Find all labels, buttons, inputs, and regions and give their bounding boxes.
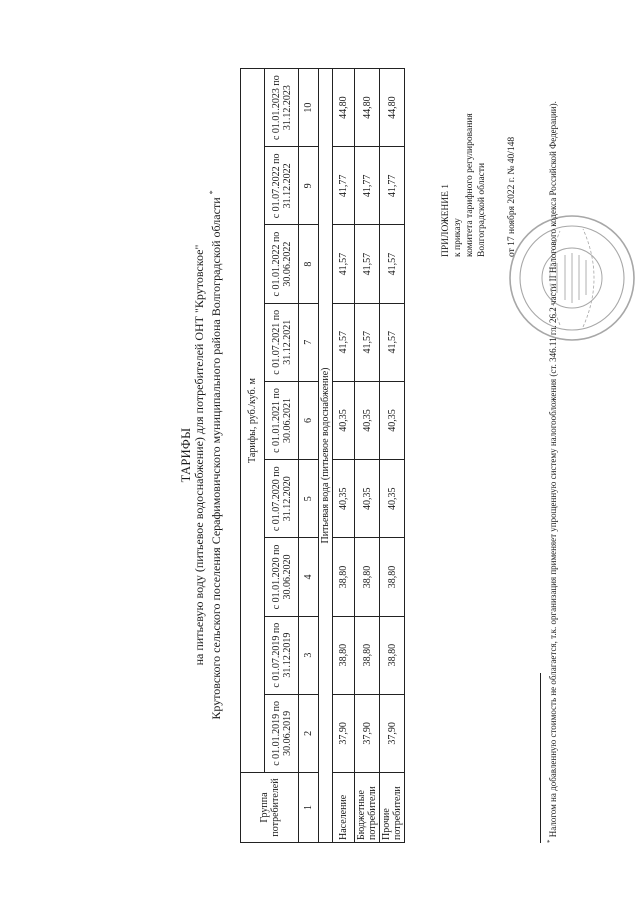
row-group-label: Прочие потребители	[380, 773, 405, 843]
header-period: с 01.01.2022 по 30.06.2022	[265, 225, 299, 303]
column-number: 2	[299, 694, 319, 772]
tariff-cell: 41,77	[380, 147, 405, 225]
appendix-title: ПРИЛОЖЕНИЕ 1	[441, 183, 451, 257]
row-group-label: Бюджетные потребители	[355, 773, 380, 843]
table-row	[380, 69, 405, 843]
header-tariffs-unit: Тарифы, руб./куб. м	[241, 69, 265, 773]
appendix-committee: комитета тарифного регулирования	[465, 113, 475, 257]
section-label: Питьевая вода (питьевое водоснабжение)	[319, 69, 333, 843]
document-subtitle-region: Крутовского сельского поселения Серафимовичского муниципального района Волгоградской области *	[208, 190, 223, 720]
header-period: с 01.01.2021 по 30.06.2021	[265, 381, 299, 459]
header-period: с 01.07.2019 по 31.12.2019	[265, 616, 299, 694]
tariff-cell: 40,35	[355, 460, 380, 538]
tariff-cell: 37,90	[355, 694, 380, 772]
header-period: с 01.07.2020 по 31.12.2020	[265, 460, 299, 538]
column-numbers-row	[299, 69, 319, 843]
tariff-cell: 41,57	[380, 303, 405, 381]
tariff-cell: 44,80	[333, 69, 355, 147]
header-period: с 01.07.2021 по 31.12.2021	[265, 303, 299, 381]
column-number: 7	[299, 303, 319, 381]
document-subtitle: на питьевую воду (питьевое водоснабжение) для потребителей ОНТ "Крутовское"	[192, 244, 206, 666]
appendix-order-ref: к приказу	[453, 218, 463, 257]
tariff-cell: 38,80	[333, 538, 355, 616]
tariff-cell: 41,57	[333, 303, 355, 381]
tariff-cell: 44,80	[380, 69, 405, 147]
tariff-cell: 40,35	[333, 381, 355, 459]
footnote-mark: *	[546, 839, 554, 843]
tariff-cell: 41,77	[333, 147, 355, 225]
tariff-cell: 41,57	[355, 303, 380, 381]
header-consumer-group: Группа потребителей	[241, 773, 299, 843]
header-period: с 01.07.2022 по 31.12.2022	[265, 147, 299, 225]
document-heading: ТАРИФЫ	[179, 427, 193, 483]
tariffs-table	[240, 68, 405, 843]
header-period: с 01.01.2020 по 30.06.2020	[265, 538, 299, 616]
column-number: 10	[299, 69, 319, 147]
tariff-cell: 40,35	[333, 460, 355, 538]
header-period: с 01.01.2023 по 31.12.2023	[265, 69, 299, 147]
tariff-cell: 38,80	[355, 538, 380, 616]
table-row	[333, 69, 355, 843]
column-number: 9	[299, 147, 319, 225]
footnote-divider	[540, 673, 541, 843]
tariff-cell: 40,35	[355, 381, 380, 459]
document-title-block	[180, 65, 223, 845]
tariff-cell: 38,80	[380, 616, 405, 694]
tariff-cell: 40,35	[380, 381, 405, 459]
tariff-cell: 38,80	[355, 616, 380, 694]
tariff-cell: 41,77	[355, 147, 380, 225]
tariff-cell: 38,80	[380, 538, 405, 616]
footnote-text: Налогом на добавленную стоимость не облагается, т.к. организация применяет упрощенную систему налогообложения (ст. 346.11 гл. 26.2 части II Налогового кодекса Российской Федерации).	[548, 101, 558, 838]
tariff-cell: 37,90	[380, 694, 405, 772]
tariff-cell: 41,57	[380, 225, 405, 303]
tariff-cell: 41,57	[355, 225, 380, 303]
row-group-label: Население	[333, 773, 355, 843]
footnote-marker: *	[208, 190, 217, 195]
tariff-cell: 38,80	[333, 616, 355, 694]
appendix-date-number: от 17 ноября 2022 г. № 40/148	[507, 136, 517, 257]
column-number: 8	[299, 225, 319, 303]
column-number: 5	[299, 460, 319, 538]
appendix-region: Волгоградской области	[477, 162, 487, 257]
official-seal-icon	[505, 210, 640, 345]
tariff-cell: 41,57	[333, 225, 355, 303]
tariff-cell: 37,90	[333, 694, 355, 772]
tariff-cell: 40,35	[380, 460, 405, 538]
table-row	[355, 69, 380, 843]
column-number: 1	[299, 773, 319, 843]
footnote	[545, 43, 559, 843]
header-period: с 01.01.2019 по 30.06.2019	[265, 694, 299, 772]
column-number: 3	[299, 616, 319, 694]
tariff-cell: 44,80	[355, 69, 380, 147]
column-number: 6	[299, 381, 319, 459]
column-number: 4	[299, 538, 319, 616]
